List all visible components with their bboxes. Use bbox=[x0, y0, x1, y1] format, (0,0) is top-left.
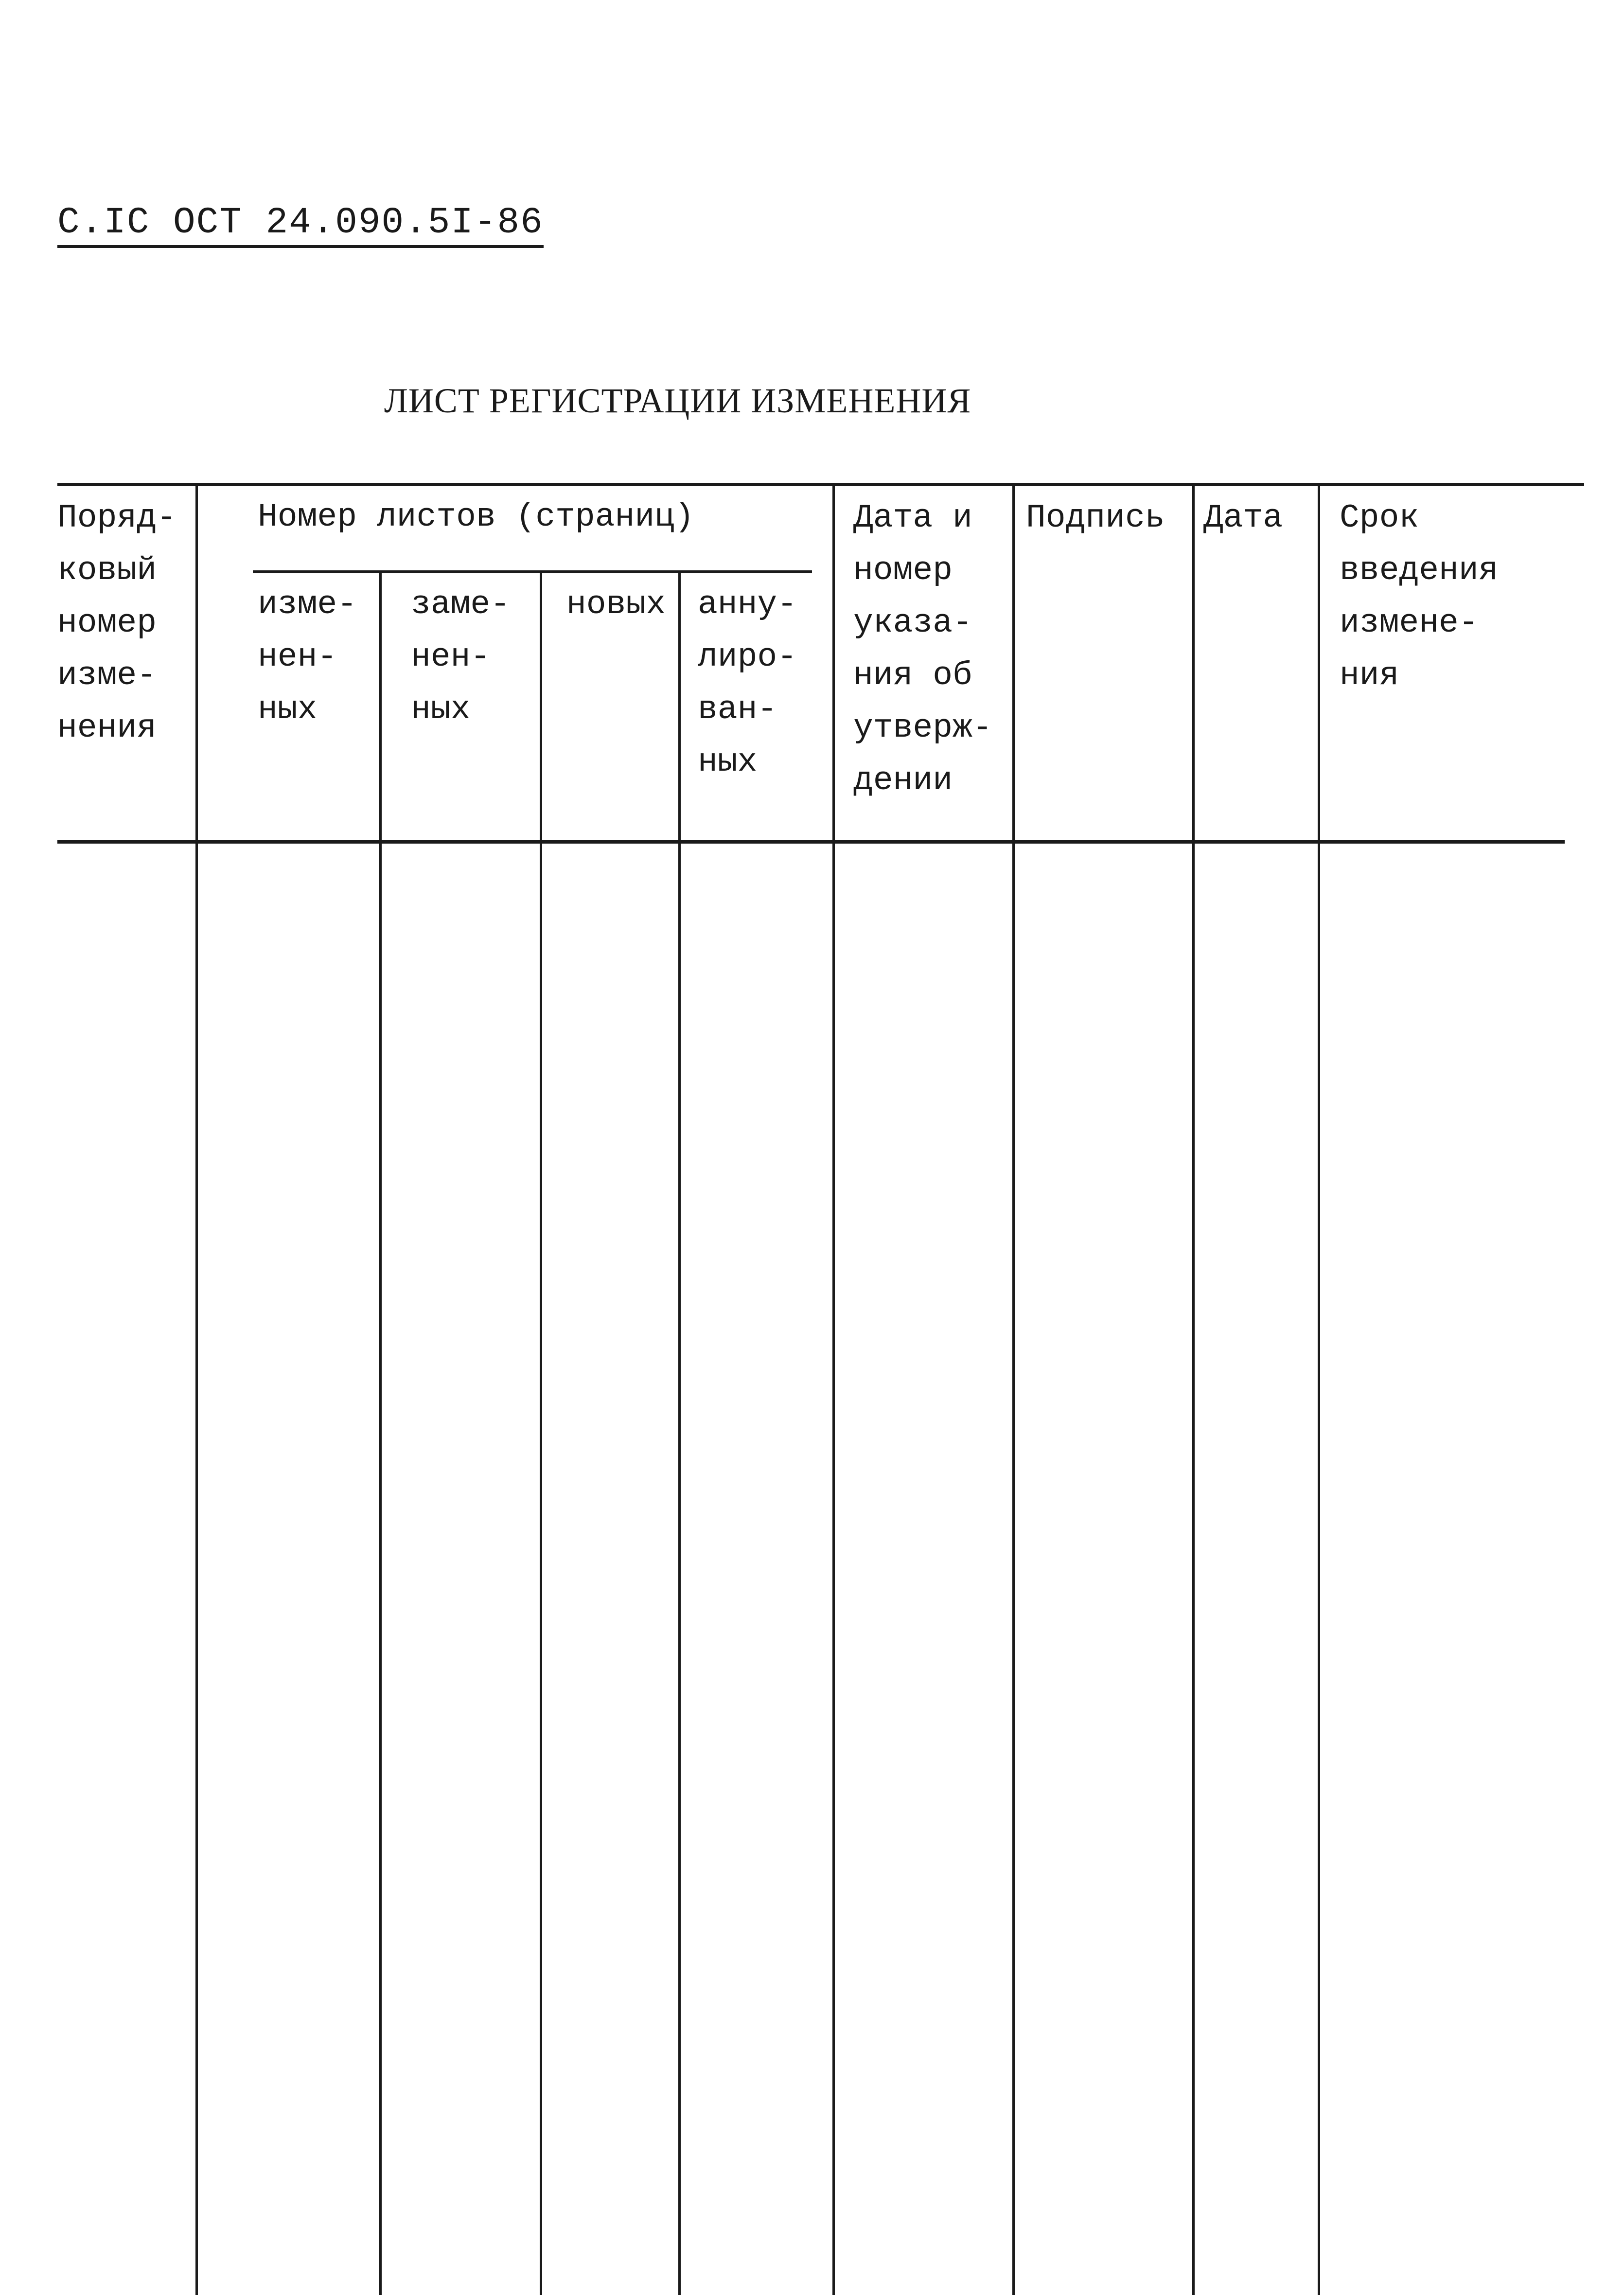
column-header-order: Поряд- ковый номер изме- нения bbox=[57, 499, 177, 747]
header-bottom-rule bbox=[57, 840, 1565, 844]
column-header-replaced: заме- нен- ных bbox=[411, 586, 511, 728]
page-reference: С.IС ОСТ 24.090.5I-86 bbox=[57, 204, 544, 248]
column-header-approval: Дата и номер указа- ния об утверж- дении bbox=[853, 499, 992, 799]
column-header-date: Дата bbox=[1203, 499, 1283, 537]
column-header-annulled: анну- лиро- ван- ных bbox=[698, 586, 797, 781]
group-header-rule bbox=[253, 570, 812, 573]
column-header-effective: Срок введения измене- ния bbox=[1340, 499, 1499, 694]
column-header-new: новых bbox=[566, 586, 666, 623]
column-header-changed: изме- нен- ных bbox=[258, 586, 357, 728]
sheet-title: ЛИСТ РЕГИСТРАЦИИ ИЗМЕНЕНИЯ bbox=[384, 381, 971, 420]
table-top-rule bbox=[57, 483, 1584, 486]
table-body bbox=[57, 844, 1565, 2295]
column-group-header-sheet-numbers: Номер листов (страниц) bbox=[258, 498, 694, 536]
column-header-signature: Подпись bbox=[1026, 499, 1165, 537]
